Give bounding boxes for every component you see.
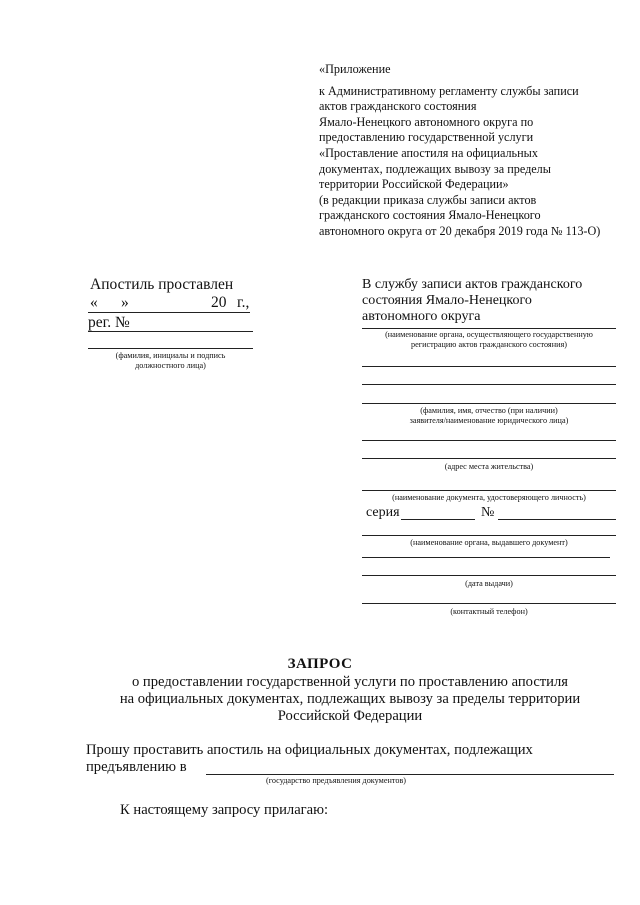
caption-line: (фамилия, инициалы и подпись — [115, 351, 226, 360]
apostille-year: 20 — [211, 294, 227, 311]
id-doc-caption: (наименование документа, удостоверяющего личность) — [392, 493, 586, 502]
appendix-header — [319, 62, 600, 240]
request-subtitle-line: на официальных документах, подлежащих вывозу за пределы территории — [119, 691, 581, 707]
appendix-line: гражданского состояния Ямало-Ненецкого — [319, 208, 541, 223]
caption-line: должностного лица) — [135, 361, 206, 370]
apostille-year-suffix: г., — [237, 294, 250, 311]
series-line — [401, 519, 475, 520]
address-line-1 — [362, 440, 616, 441]
recipient-org-line — [362, 328, 616, 329]
number-label: № — [481, 505, 495, 520]
apostille-quote-open: « — [90, 294, 98, 311]
apostille-reg-label: рег. № — [88, 314, 130, 331]
caption-line: регистрацию актов гражданского состояния) — [411, 340, 567, 349]
appendix-line: Ямало-Ненецкого автономного округа по — [319, 114, 534, 129]
state-caption: (государство предъявления документов) — [265, 776, 407, 785]
apostille-date-line — [88, 312, 250, 313]
caption-line: (фамилия, имя, отчество (при наличии) — [420, 406, 558, 415]
series-label: серия — [366, 505, 400, 520]
recipient-line: В службу записи актов гражданского — [362, 277, 583, 292]
request-title: ЗАПРОС — [287, 656, 353, 672]
request-subtitle-line: о предоставлении государственной услуги по проставлению апостиля — [131, 674, 568, 690]
appendix-line: «Приложение — [319, 62, 391, 76]
number-line — [498, 519, 616, 520]
issuer-caption: (наименование органа, выдавшего документ) — [410, 538, 568, 547]
phone-caption: (контактный телефон) — [450, 607, 528, 616]
issuer-line-2 — [362, 557, 610, 558]
apostille-quote-close: » — [121, 294, 129, 311]
address-line-2 — [362, 458, 616, 459]
attach-label: К настоящему запросу прилагаю: — [120, 802, 329, 818]
id-doc-line — [362, 490, 616, 491]
recipient-org-caption — [356, 330, 622, 350]
request-subtitle — [0, 674, 640, 725]
appendix-line: автономного округа от 20 декабря 2019 года № 113-О) — [319, 223, 601, 238]
appendix-line: предоставлению государственной услуги — [319, 130, 534, 145]
issue-date-caption: (дата выдачи) — [465, 579, 513, 588]
recipient-line: состояния Ямало-Ненецкого — [362, 293, 532, 308]
applicant-line-2 — [362, 384, 616, 385]
phone-line — [362, 603, 616, 604]
state-line — [206, 774, 614, 775]
apostille-reg-line — [88, 331, 253, 332]
appendix-line: документах, подлежащих вывозу за пределы — [319, 161, 551, 176]
caption-line: заявителя/наименование юридического лица) — [409, 416, 569, 425]
appendix-line: территории Российской Федерации» — [319, 177, 509, 192]
caption-line: (наименование органа, осуществляющего государственную — [385, 330, 593, 339]
issuer-line-3 — [362, 575, 616, 576]
address-caption: (адрес места жительства) — [444, 462, 534, 471]
appendix-line: к Административному регламенту службы записи — [319, 83, 579, 98]
appendix-line: (в редакции приказа службы записи актов — [319, 192, 537, 207]
recipient-org — [362, 277, 582, 325]
recipient-line: автономного округа — [362, 309, 481, 324]
apostille-signature-caption — [88, 351, 253, 371]
applicant-line-1 — [362, 366, 616, 367]
appendix-line: «Проставление апостиля на официальных — [319, 145, 538, 160]
request-body-line-1: Прошу проставить апостиль на официальных документах, подлежащих — [86, 742, 533, 758]
applicant-line-3 — [362, 403, 616, 404]
apostille-signature-line — [88, 348, 253, 349]
issuer-line-1 — [362, 535, 616, 536]
request-body-line-2: предъявлению в — [86, 759, 187, 775]
applicant-caption — [362, 406, 616, 426]
apostille-title: Апостиль проставлен — [90, 276, 234, 293]
request-subtitle-line: Российской Федерации — [277, 708, 423, 724]
appendix-line: актов гражданского состояния — [319, 99, 477, 114]
